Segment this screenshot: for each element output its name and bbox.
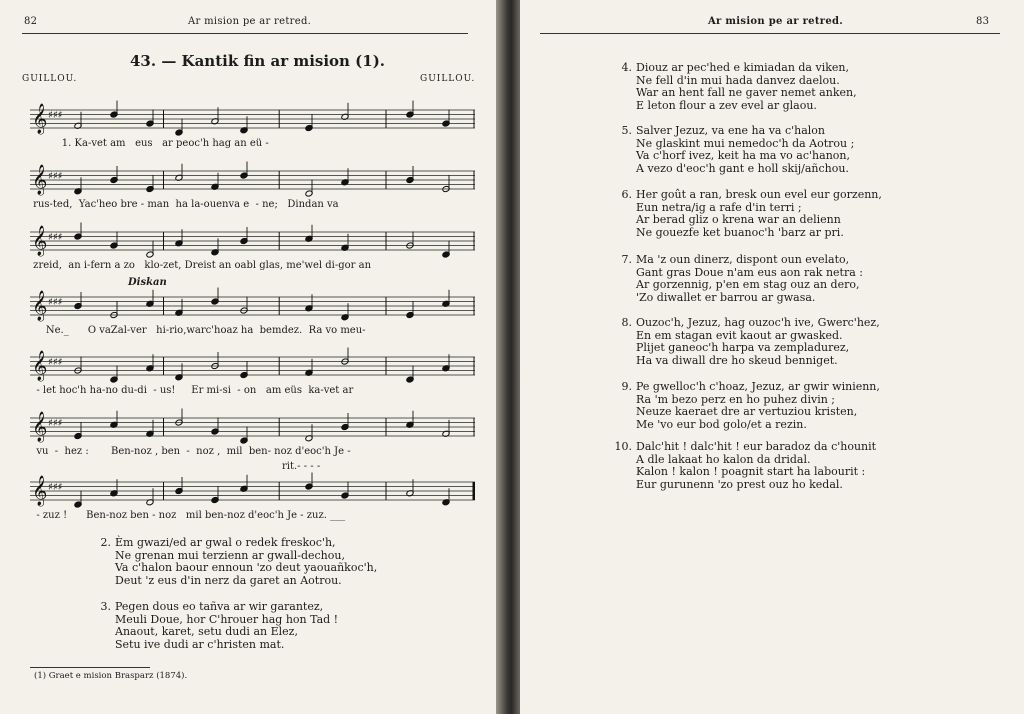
verse-line: A vezo d'eoc'h gant e holl skij/añchou. xyxy=(636,161,849,175)
verse-line: Ne grenan mui terzienn ar gwall-dechou, xyxy=(115,548,345,562)
verse-line: Ne glaskint mui nemedoc'h da Aotrou ; xyxy=(636,136,855,150)
verse-line: Ne gouezfe ket buanoc'h 'barz ar pri. xyxy=(636,225,844,239)
verse-number: 10. xyxy=(614,440,632,453)
composer-right: GUILLOU. xyxy=(420,74,476,84)
verse-line: Ar berad gliz o krena war an delienn xyxy=(636,213,841,227)
staff-row xyxy=(30,347,475,407)
verse-line: A dle lakaat ho kalon da dridal. xyxy=(636,452,811,466)
hymn-title: 43. — Kantik fin ar mision (1). xyxy=(130,52,386,70)
verse-5 xyxy=(621,124,855,175)
verse-line: Me 'vo eur bod golo/et a rezin. xyxy=(636,417,807,431)
verse-line: Salver Jezuz, va ene ha va c'halon xyxy=(636,124,826,137)
key-signature: ♯♯♯ xyxy=(48,357,63,368)
verse-number: 9. xyxy=(621,380,632,393)
verse-line: Plijet ganeoc'h harpa va zempladurez, xyxy=(636,341,850,355)
treble-clef: 𝄞 xyxy=(32,351,48,381)
verse-number: 4. xyxy=(621,61,632,74)
verse-line: Ha va diwall dre ho skeud benniget. xyxy=(636,353,838,367)
verse-number: 8. xyxy=(621,316,632,329)
verse-number: 6. xyxy=(621,188,632,201)
music-staff xyxy=(30,408,475,448)
ritardando-label: rit.- - - - xyxy=(282,461,321,472)
verse-9 xyxy=(621,380,880,431)
treble-clef: 𝄞 xyxy=(32,165,48,195)
staff-row xyxy=(30,100,475,160)
lyric-line: - let hoc'h ha-no du-di - us! Er mi-si - on am eüs ka-vet ar xyxy=(30,385,354,396)
key-signature: ♯♯♯ xyxy=(48,418,63,429)
key-signature: ♯♯♯ xyxy=(48,297,63,308)
music-staff xyxy=(30,222,475,262)
staff-row xyxy=(30,287,475,347)
treble-clef: 𝄞 xyxy=(32,476,48,506)
verse-6 xyxy=(621,188,882,239)
header-rule xyxy=(540,33,1000,34)
verse-2 xyxy=(100,536,378,587)
page-number: 82 xyxy=(24,16,38,27)
verse-line: Va c'horf ivez, keit ha ma vo ac'hanon, xyxy=(636,149,850,163)
music-staff xyxy=(30,472,475,512)
verse-line: Èm gwazi/ed ar gwal o redek freskoc'h, xyxy=(115,536,336,549)
key-signature: ♯♯♯ xyxy=(48,110,63,121)
verse-3 xyxy=(100,600,339,651)
verse-4 xyxy=(621,61,857,112)
lyric-line: - zuz ! Ben-noz ben - noz mil ben-noz d'eoc'h Je - zuz. ___ xyxy=(30,510,346,521)
composer-left: GUILLOU. xyxy=(22,74,78,84)
verse-line: Ouzoc'h, Jezuz, hag ouzoc'h ive, Gwerc'hez, xyxy=(636,316,880,329)
verse-line: 'Zo diwallet er barrou ar gwasa. xyxy=(636,290,816,304)
verse-line: Deut 'z eus d'in nerz da garet an Aotrou. xyxy=(115,573,342,587)
verse-number: 7. xyxy=(621,253,632,266)
verse-line: Ne fell d'in mui hada danvez daelou. xyxy=(636,73,840,87)
running-head: Ar mision pe ar retred. xyxy=(188,16,312,27)
verse-10 xyxy=(614,440,877,491)
verse-number: 5. xyxy=(621,124,632,137)
verse-line: Neuze kaeraet dre ar vertuziou kristen, xyxy=(636,405,858,419)
treble-clef: 𝄞 xyxy=(32,412,48,442)
verse-line: Setu ive dudi ar c'hristen mat. xyxy=(115,637,285,651)
lyric-line: rus-ted, Yac'heo bre - man ha la-ouenva e - ne; Dindan va xyxy=(30,199,339,210)
verse-line: Anaout, karet, setu dudi an Elez, xyxy=(115,625,298,639)
music-staff xyxy=(30,161,475,201)
treble-clef: 𝄞 xyxy=(32,291,48,321)
verse-number: 2. xyxy=(100,536,111,549)
music-staff xyxy=(30,347,475,387)
footnote-rule xyxy=(30,667,150,668)
staff-row xyxy=(30,161,475,221)
verse-line: Diouz ar pec'hed e kimiadan da viken, xyxy=(636,61,849,74)
lyric-line: Ne._ O vaZal-ver hi-rio,warc'hoaz ha bemdez. Ra vo meu- xyxy=(30,325,366,336)
staff-row xyxy=(30,222,475,282)
verse-line: E leton flour a zev evel ar glaou. xyxy=(636,98,817,112)
verse-line: Gant gras Doue n'am eus aon rak netra : xyxy=(636,265,863,279)
lyric-line: 1. Ka-vet am eus ar peoc'h hag an eü - xyxy=(30,138,269,149)
verse-line: Va c'halon baour ennoun 'zo deut yaouañkoc'h, xyxy=(115,561,378,575)
verse-line: Ma 'z oun dinerz, dispont oun evelato, xyxy=(636,253,850,266)
verse-7 xyxy=(621,253,863,304)
diskan-label: Diskan xyxy=(128,277,167,288)
verse-line: War an hent fall ne gaver nemet anken, xyxy=(636,86,857,100)
verse-line: Meuli Doue, hor C'hrouer hag hon Tad ! xyxy=(115,612,339,626)
footnote: (1) Graet e mision Brasparz (1874). xyxy=(34,671,188,681)
treble-clef: 𝄞 xyxy=(32,104,48,134)
verse-line: Ar gorzennig, p'en em stag ouz an dero, xyxy=(636,278,860,292)
verse-line: Her goût a ran, bresk oun evel eur gorzenn, xyxy=(636,188,882,201)
music-staff xyxy=(30,287,475,327)
key-signature: ♯♯♯ xyxy=(48,171,63,182)
right-page xyxy=(520,0,1024,714)
lyric-line: vu - hez : Ben-noz , ben - noz , mil ben- noz d'eoc'h Je - xyxy=(30,446,351,457)
verse-8 xyxy=(621,316,880,367)
left-page xyxy=(0,0,500,714)
verse-line: Eur gurunenn 'zo prest ouz ho kedal. xyxy=(636,477,843,491)
lyric-line: zreid, an i-fern a zo klo-zet, Dreist an oabl glas, me'wel di-gor an xyxy=(30,260,372,271)
verse-line: Dalc'hit ! dalc'hit ! eur baradoz da c'hounit xyxy=(636,440,877,453)
verse-line: Eun netra/ig a rafe d'in terri ; xyxy=(636,200,802,214)
verse-line: Pegen dous eo tañva ar wir garantez, xyxy=(115,600,324,613)
verse-number: 3. xyxy=(100,600,111,613)
verse-line: En em stagan evit kaout ar gwasked. xyxy=(636,328,843,342)
verse-line: Kalon ! kalon ! poagnit start ha labourit : xyxy=(636,465,866,479)
treble-clef: 𝄞 xyxy=(32,226,48,256)
running-head: Ar mision pe ar retred. xyxy=(708,16,844,27)
staff-row xyxy=(30,408,475,468)
verse-line: Ra 'm bezo perz en ho puhez divin ; xyxy=(636,392,835,406)
music-staff xyxy=(30,100,475,140)
verse-line: Pe gwelloc'h c'hoaz, Jezuz, ar gwir winienn, xyxy=(636,380,880,393)
key-signature: ♯♯♯ xyxy=(48,482,63,493)
staff-row xyxy=(30,472,475,532)
page-number: 83 xyxy=(976,16,990,27)
key-signature: ♯♯♯ xyxy=(48,232,63,243)
header-rule xyxy=(22,33,468,34)
